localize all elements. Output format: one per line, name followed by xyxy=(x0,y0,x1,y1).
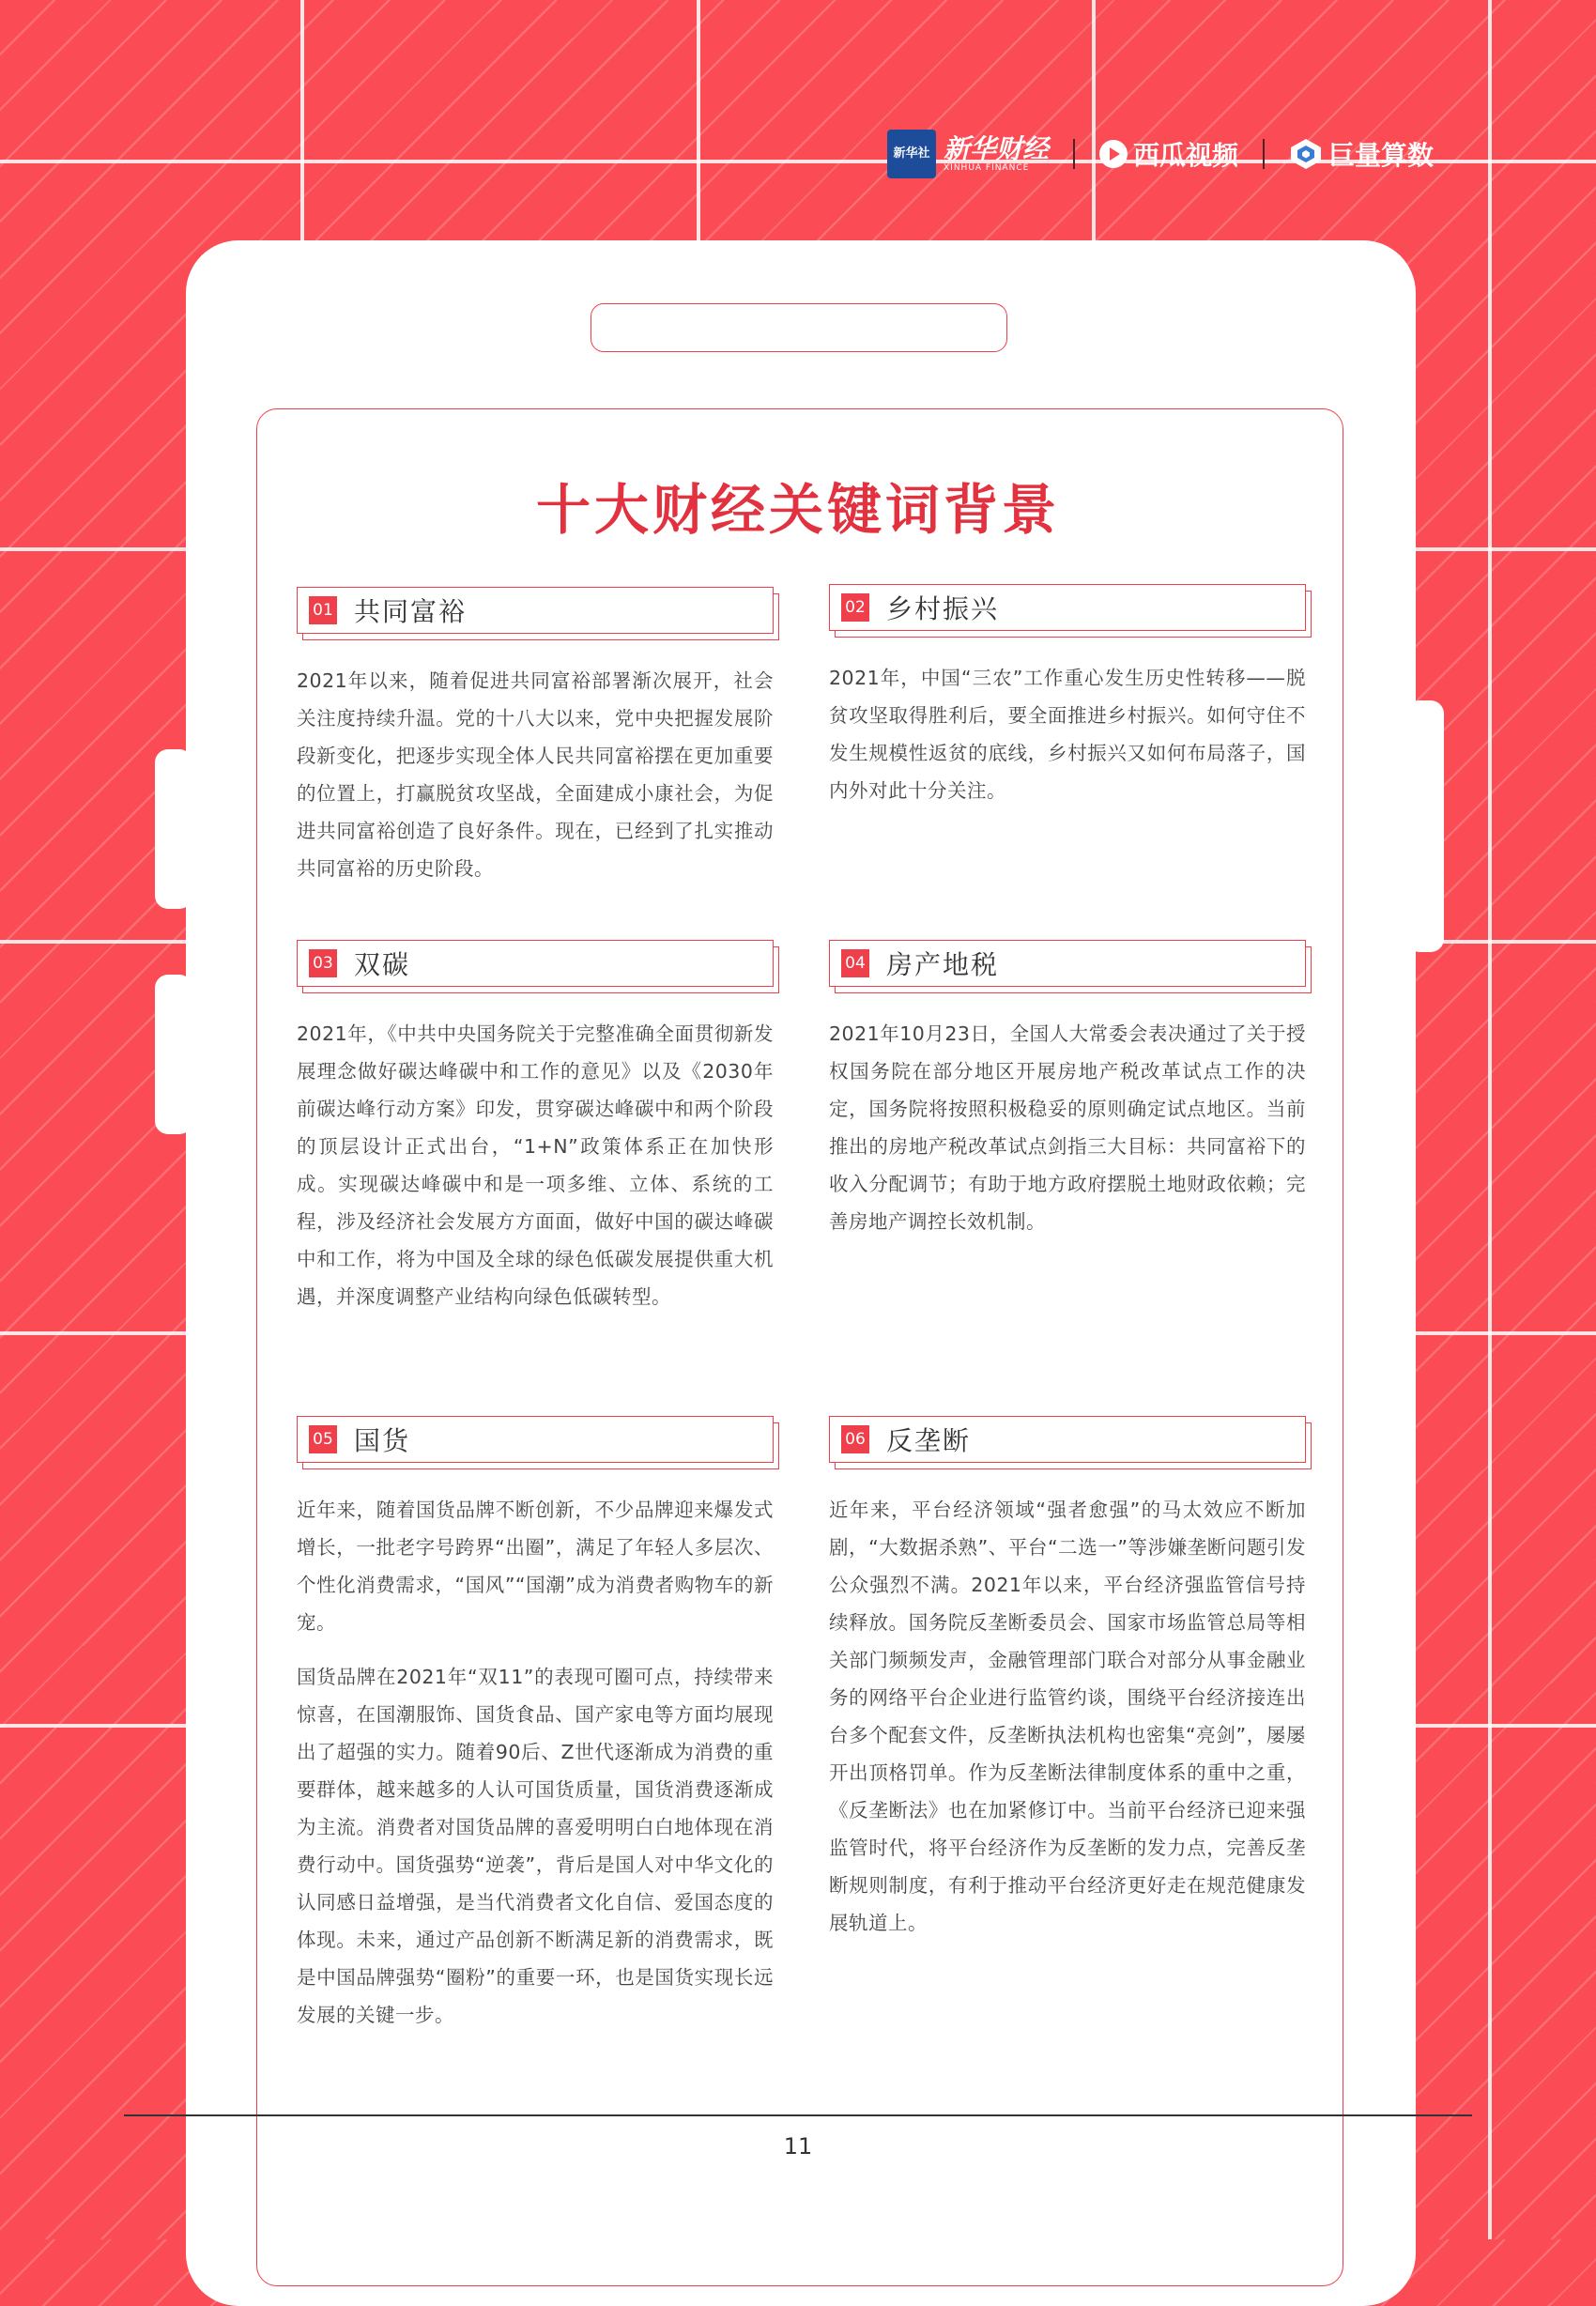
xinhua-logo-icon: 新华社 xyxy=(887,130,936,178)
brand-divider xyxy=(1263,139,1265,169)
section-heading: 房产地税 xyxy=(886,949,1000,980)
section-header xyxy=(829,940,1306,989)
section-header xyxy=(829,1416,1306,1465)
section-header xyxy=(829,584,1306,633)
section-number: 03 xyxy=(309,949,337,977)
section-header xyxy=(297,1416,774,1465)
section-heading: 国货 xyxy=(354,1425,411,1456)
xinhua-name: 新华财经 xyxy=(944,133,1050,164)
section-number: 06 xyxy=(841,1425,869,1453)
header-box xyxy=(829,584,1306,631)
page-title: 十大财经关键词背景 xyxy=(535,478,1060,542)
section-heading: 双碳 xyxy=(354,949,411,980)
section-paragraph: 2021年，中国“三农”工作重心发生历史性转移——脱贫攻坚取得胜利后，要全面推进乡村振兴。如何守住不发生规模性返贫的底线，乡村振兴又如何布局落子，国内外对此十分关注。 xyxy=(829,667,1306,802)
header-box xyxy=(829,1416,1306,1463)
section-heading: 共同富裕 xyxy=(354,596,468,627)
section-number: 01 xyxy=(309,596,337,624)
footer-divider xyxy=(124,2114,1472,2116)
xinhua-finance-logo xyxy=(944,135,1049,173)
section-heading: 乡村振兴 xyxy=(886,593,1000,624)
section-domestic-brands xyxy=(297,1416,774,2034)
xigua-logo: 西瓜视频 xyxy=(1133,140,1239,171)
section-dual-carbon xyxy=(297,940,774,1315)
xinhua-en-name: XINHUA FINANCE xyxy=(944,163,1030,173)
header-box xyxy=(829,940,1306,987)
header-box xyxy=(297,940,774,987)
section-header xyxy=(297,587,774,636)
brand-divider xyxy=(1073,139,1075,169)
section-paragraph: 国货品牌在2021年“双11”的表现可圈可点，持续带来惊喜，在国潮服饰、国货食品、国产家电等方面均展现出了超强的实力。随着90后、Z世代逐渐成为消费的重要群体，越来越多的人认可国货质量，国货消费逐渐成为主流。消费者对国货品牌的喜爱明明白白地体现在消费行动中。国货强势“逆袭”，背后是国人对中华文化的认同感日益增强，是当代消费者文化自信、爱国态度的体现。未来，通过产品创新不断满足新的消费需求，既是中国品牌强势“圈粉”的重要一环，也是国货实现长远发展的关键一步。 xyxy=(297,1666,774,2026)
header-box xyxy=(297,1416,774,1463)
header-box xyxy=(297,587,774,634)
xigua-play-icon xyxy=(1099,140,1128,168)
section-paragraph: 近年来，平台经济领域“强者愈强”的马太效应不断加剧，“大数据杀熟”、平台“二选一”等涉嫌垄断问题引发公众强烈不满。2021年以来，平台经济强监管信号持续释放。国务院反垄断委员会、国家市场监管总局等相关部门频频发声，金融管理部门联合对部分从事金融业务的网络平台企业进行监管约谈，围绕平台经济接连出台多个配套文件，反垄断执法机构也密集“亮剑”，屡屡开出顶格罚单。作为反垄断法律制度体系的重中之重，《反垄断法》也在加紧修订中。当前平台经济已迎来强监管时代，将平台经济作为反垄断的发力点，完善反垄断规则制度，有利于推动平台经济更好走在规范健康发展轨道上。 xyxy=(829,1499,1306,1934)
section-paragraph: 2021年10月23日，全国人大常委会表决通过了关于授权国务院在部分地区开展房地产税改革试点工作的决定，国务院将按照积极稳妥的原则确定试点地区。当前推出的房地产税改革试点剑指三大目标：共同富裕下的收入分配调节；有助于地方政府摆脱土地财政依赖；完善房地产调控长效机制。 xyxy=(829,1022,1306,1233)
phone-speaker xyxy=(591,303,1007,352)
section-paragraph: 近年来，随着国货品牌不断创新，不少品牌迎来爆发式增长，一批老字号跨界“出圈”，满足了年轻人多层次、个性化消费需求，“国风”“国潮”成为消费者购物车的新宠。 xyxy=(297,1499,774,1634)
section-heading: 反垄断 xyxy=(886,1425,972,1456)
section-number: 02 xyxy=(841,593,869,622)
page-number: 11 xyxy=(783,2133,813,2160)
section-number: 04 xyxy=(841,949,869,977)
section-paragraph: 2021年以来，随着促进共同富裕部署渐次展开，社会关注度持续升温。党的十八大以来，党中央把握发展阶段新变化，把逐步实现全体人民共同富裕摆在更加重要的位置上，打赢脱贫攻坚战，全面建成小康社会，为促进共同富裕创造了良好条件。现在，已经到了扎实推动共同富裕的历史阶段。 xyxy=(297,669,774,880)
juliang-logo: 巨量算数 xyxy=(1328,140,1435,171)
grid-line xyxy=(1488,0,1492,2239)
section-rural-revitalization xyxy=(829,584,1306,809)
section-anti-monopoly xyxy=(829,1416,1306,1942)
section-property-tax xyxy=(829,940,1306,1240)
section-common-prosperity xyxy=(297,587,774,887)
brand-header xyxy=(887,126,1434,182)
section-number: 05 xyxy=(309,1425,337,1453)
section-paragraph: 2021年，《中共中央国务院关于完整准确全面贯彻新发展理念做好碳达峰碳中和工作的意见》以及《2030年前碳达峰行动方案》印发，贯穿碳达峰碳中和两个阶段的顶层设计正式出台，“1+N”政策体系正在加快形成。实现碳达峰碳中和是一项多维、立体、系统的工程，涉及经济社会发展方方面面，做好中国的碳达峰碳中和工作，将为中国及全球的绿色低碳发展提供重大机遇，并深度调整产业结构向绿色低碳转型。 xyxy=(297,1022,774,1308)
juliang-logo-icon xyxy=(1289,137,1323,171)
section-header xyxy=(297,940,774,989)
